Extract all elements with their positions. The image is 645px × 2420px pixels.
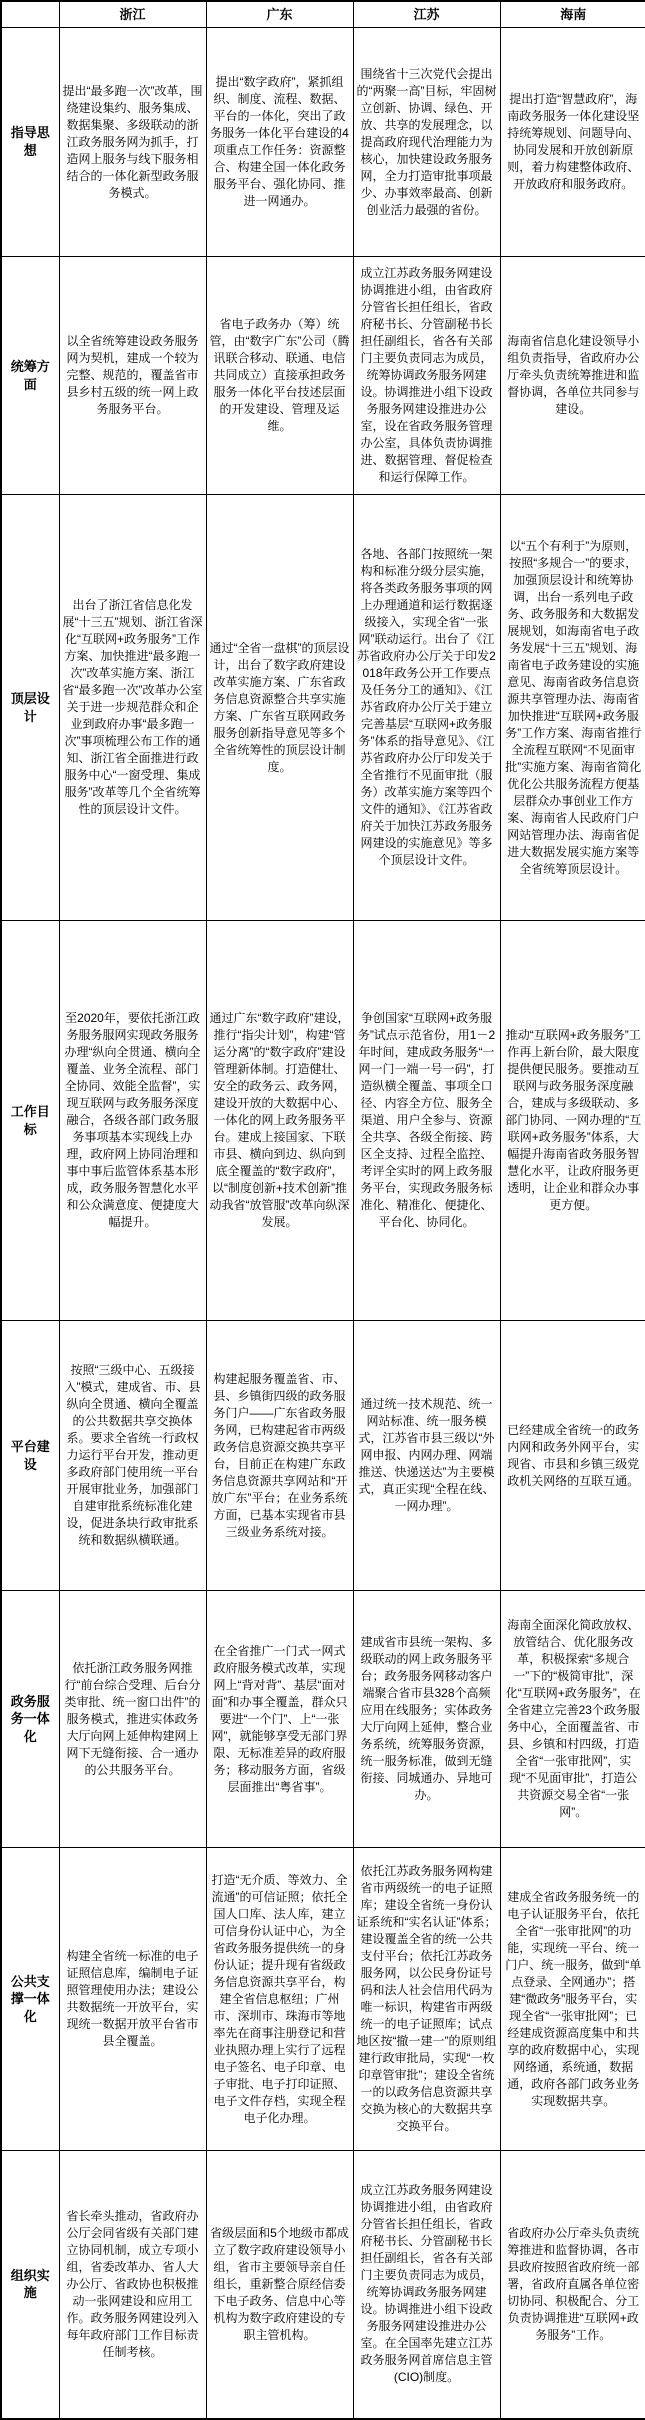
row-label: 顶层设计 xyxy=(1,495,59,921)
cell-jiangsu: 争创国家“互联网+政务服务”试点示范省份，用1－2年时间，建成政务服务“一网一门一端一号一码”，打造纵横全覆盖、事项全口径、内容全方位、服务全渠道、用户全参与、资源全共享、各级全衔接、跨区全支持、过程全监控、考评全实时的网上政务服务平台，实现政务服务标准化、精准化、便捷化、平台化、协同化。 xyxy=(353,921,500,1321)
cell-zhejiang: 以全省统筹建设政务服务网为契机，建成一个较为完整、规范的，覆盖省市县乡村五级的统一网上政务服务平台。 xyxy=(59,257,206,495)
cell-jiangsu: 各地、各部门按照统一架构和标准分级分层实施，将各类政务服务事项的网上办理通道和运行数据逐级接入，实现全省“一张网”联动运行。出台了《江苏省政府办公厅关于印发2018年政务公开工作要点及任务分工的通知》、《江苏省政府办公厅关于建立完善基层“互联网+政务服务”体系的指导意见》、《江苏省政府办公厅印发关于全省推行不见面审批（服务）改革实施方案等四个文件的通知》、《江苏省政府关于加快江苏政务服务网建设的实施意见》等多个顶层设计文件。 xyxy=(353,495,500,921)
cell-guangdong: 通过广东“数字政府”建设，推行“指尖计划”，构建“管运分离”的“数字政府”建设管理新体制。打造健壮、安全的政务云、政务网，建设开放的大数据中心、一体化的网上政务服务平台。建成上接国家、下联市县、横向到边、纵向到底全覆盖的“数字政府”，以“制度创新+技术创新”推动我省“放管服”改革向纵深发展。 xyxy=(206,921,353,1321)
table-row-platform-construction xyxy=(1,1321,645,1591)
table-row-top-level-design xyxy=(1,495,645,921)
cell-zhejiang: 依托浙江政务服务网推行“前台综合受理、后台分类审批、统一窗口出件”的服务模式，推进实体政务大厅向网上延伸构建网上网下无缝衔接、合一通办的公共服务平台。 xyxy=(59,1591,206,1848)
cell-guangdong: 省级层面和5个地级市都成立了数字政府建设领导小组，省市主要领导亲自任组长，重新整合原经信委下电子政务、信息中心等机构为数字政府建设的专职主管机构。 xyxy=(206,2151,353,2419)
cell-zhejiang: 至2020年，要依托浙江政务服务服网实现政务服务办理“纵向全贯通、横向全覆盖、业务全流程、部门全协同、效能全监督”，实现互联网与政务服务深度融合，各级各部门政务服务事项基本实现线上办理，政府网上协同治理和事中事后监管体系基本形成，政务服务智慧化水平和公众满意度、便捷度大幅提升。 xyxy=(59,921,206,1321)
cell-zhejiang: 按照“三级中心、五级接入”模式，建成省、市、县纵向全贯通、横向全覆盖的公共数据共享交换体系。要求全省统一行政权力运行平台开发，推动更多政府部门使用统一平台开展审批业务，加强部门自建审批系统标准化建设，促进条块行政审批系统和数据纵横联通。 xyxy=(59,1321,206,1591)
table-row-support-integration xyxy=(1,1848,645,2151)
cell-jiangsu: 通过统一技术规范、统一网站标准、统一服务模式，江苏省市县三级以“外网申报、内网办理、网端推送、快递送达”为主要模式，真正实现“全程在线、一网办理”。 xyxy=(353,1321,500,1591)
table-row-organization-implementation xyxy=(1,2151,645,2419)
column-header-hainan: 海南 xyxy=(500,1,645,28)
cell-jiangsu: 围绕省十三次党代会提出的“两聚一高”目标，牢固树立创新、协调、绿色、开放、共享的发展理念，以提高政府现代治理能力为核心，加快建设政务服务网，全力打造审批事项最少、办事效率最高、创新创业活力最强的省份。 xyxy=(353,28,500,257)
table-row-coordination xyxy=(1,257,645,495)
cell-guangdong: 省电子政务办（筹）统管，由“数字广东”公司（腾讯联合移动、联通、电信共同成立）直接承担政务服务一体化平台技述层面的开发建设、管理及运维。 xyxy=(206,257,353,495)
table-row-guiding-ideology xyxy=(1,28,645,257)
cell-zhejiang: 提出“最多跑一次”改革，围绕建设集约、服务集成、数据集聚、多级联动的浙江政务服务网为抓手，打造网上服务与线下服务相结合的一体化新型政务服务模式。 xyxy=(59,28,206,257)
corner-cell xyxy=(1,1,59,28)
cell-jiangsu: 成立江苏政务服务网建设协调推进小组，由省政府分管省长担任组长，省政府秘书长、分管副秘书长担任副组长，省各有关部门主要负责同志为成员，统筹协调政务服务网建设。协调推进小组下设政务服务网建设推进办公室，设在省政务服务管理办公室，具体负责协调推进、数据管理、督促检查和运行保障工作。 xyxy=(353,257,500,495)
cell-hainan: 以“五个有利于”为原则，按照“多规合一”的要求，加强顶层设计和统筹协调，出台一系列电子政务、政务服务和大数据发展规划，如海南省电子政务发展“十三五”规划、海南省电子政务建设的实施意见、海南省政务信息资源共享管理办法、海南省加快推进“互联网+政务服务”工作方案、海南省推行全流程互联网“不见面审批”实施方案、海南省简化优化公共服务流程方便基层群众办事创业工作方案、海南省人民政府门户网站管理办法、海南省促进大数据发展实施方案等全省统筹顶层设计。 xyxy=(500,495,645,921)
cell-jiangsu: 成立江苏政务服务网建设协调推进小组，由省政府分管省长担任组长，省政府秘书长、分管副秘书长担任副组长，省各有关部门主要负责同志为成员，统筹协调政务服务网建设。协调推进小组下设政务服务网建设推进办公室。在全国率先建立江苏政务服务网首席信息主管(CIO)制度。 xyxy=(353,2151,500,2419)
row-label: 公共支撑一体化 xyxy=(1,1848,59,2151)
cell-guangdong: 打造“无介质、等效力、全流通”的可信证照；依托全国人口库、法人库，建立可信身份认证中心，为全省政务服务提供统一的身份认证；提升现有省级政务信息资源共享平台，构建全省信息枢纽；广州市、深圳市、珠海市等地率先在商事注册登记和营业执照办理上实行了远程电子签名、电子印章、电子审批、电子打印证照、电子文件存档，实现全程电子化办理。 xyxy=(206,1848,353,2151)
row-label: 政务服务一体化 xyxy=(1,1591,59,1848)
cell-hainan: 提出打造“智慧政府”，海南政务服务一体化建设坚持统筹规划、问题导向、协同发展和开放创新原则，着力构建整体政府、开放政府和服务政府。 xyxy=(500,28,645,257)
cell-hainan: 省政府办公厅牵头负责统筹推进和监督协调，各市县政府按照省政府统一部署，省政府直属各单位密切协同、积极配合、分工负责协调推进“互联网+政务服务”工作。 xyxy=(500,2151,645,2419)
cell-hainan: 建成全省政务服务统一的电子认证服务平台，依托全省“一张审批网”的功能，实现统一平台、统一门户、统一服务，做到“单点登录、全网通办”；搭建“微政务”服务平台，实现全省“一张审批网”；已经建成资源高度集中和共享的政府数据中心，实现网络通，系统通，数据通，政府各部门政务业务实现数据共享。 xyxy=(500,1848,645,2151)
cell-guangdong: 在全省推广一门式一网式政府服务模式改革，实现网上“背对背”、基层“面对面”和办事全覆盖，群众只要进“一个门”、上“一张网”，就能够享受无部门界限、无标准差异的政府服务；移动服务方面，省级层面推出“粤省事”。 xyxy=(206,1591,353,1848)
column-header-guangdong: 广东 xyxy=(206,1,353,28)
column-header-zhejiang: 浙江 xyxy=(59,1,206,28)
cell-zhejiang: 出台了浙江省信息化发展“十三五”规划、浙江省深化“互联网+政务服务”工作方案、加快推进“最多跑一次”改革实施方案、浙江省“最多跑一次”改革办公室关于进一步规范群众和企业到政府办事“最多跑一次”事项梳理公布工作的通知、浙江省全面推进行政服务中心“一窗受理、集成服务”改革等几个全省统筹性的顶层设计文件。 xyxy=(59,495,206,921)
row-label: 工作目标 xyxy=(1,921,59,1321)
header-row xyxy=(1,1,645,28)
cell-jiangsu: 建成省市县统一架构、多级联动的网上政务服务平台；政务服务网移动客户端聚合省市县328个高频应用在线服务；实体政务大厅向网上延伸，整合业务系统，统筹服务资源，统一服务标准，做到无缝衔接、同城通办、异地可办。 xyxy=(353,1591,500,1848)
cell-hainan: 推动“互联网+政务服务”工作再上新台阶，最大限度提供便民服务。要推动互联网与政务服务深度融合，建成与多级联动、多部门协同、一网办理的“互联网+政务服务”体系，大幅提升海南省政务服务智慧化水平，让政府服务更透明，让企业和群众办事更方便。 xyxy=(500,921,645,1321)
row-label: 统筹方面 xyxy=(1,257,59,495)
cell-guangdong: 构建起服务覆盖省、市、县、乡镇街四级的政务服务门户——广东省政务服务网，已构建起省市两级政务信息资源交换共享平台，目前正在构建广东政务信息资源共享网站和“开放广东”平台；在业务系统方面，已基本实现省市县三级业务系统对接。 xyxy=(206,1321,353,1591)
cell-zhejiang: 省长牵头推动，省政府办公厅会同省级有关部门建立协同机制，成立专项小组，省委改革办、省人大办公厅、省政协也积极推动一张网建设和应用工作。政务服务网建设列入每年政府部门工作目标责任制考核。 xyxy=(59,2151,206,2419)
table-row-service-integration xyxy=(1,1591,645,1848)
cell-guangdong: 提出“数字政府”，紧抓组织、制度、流程、数据、平台的一体化，突出了政务服务一体化平台建设的4项重点工作任务：资源整合、构建全国一体化政务服务平台、强化协同、推进一网通办。 xyxy=(206,28,353,257)
cell-guangdong: 通过“全省一盘棋”的顶层设计，出台了数字政府建设改革实施方案、广东省政务信息资源整合共享实施方案、广东省互联网政务服务创新指导意见等多个全省统筹性的顶层设计制度。 xyxy=(206,495,353,921)
cell-hainan: 已经建成全省统一的政务内网和政务外网平台，实现省、市县和乡镇三级党政机关网络的互联互通。 xyxy=(500,1321,645,1591)
row-label: 平台建设 xyxy=(1,1321,59,1591)
cell-hainan: 海南全面深化简政放权、放管结合、优化服务改革，积极探索“多规合一”下的“极简审批”，深化“互联网+政务服务”，在全省建立完善23个政务服务中心，全面覆盖省、市县、乡镇和村四级，打造全省“一张审批网”，实现“不见面审批”，打造公共资源交易全省“一张网”。 xyxy=(500,1591,645,1848)
table-row-work-goals xyxy=(1,921,645,1321)
column-header-jiangsu: 江苏 xyxy=(353,1,500,28)
cell-jiangsu: 依托江苏政务服务网构建省市两级统一的电子证照库；建设全省统一身份认证系统和“实名认证”体系；建设覆盖全省的统一公共支付平台；依托江苏政务服务网，以公民身份证号码和法人社会信用代码为唯一标识，构建省市两级统一的电子证照库；试点地区按“撤一建一”的原则组建行政审批局，实现“一枚印章管审批”；建设全省统一的以政务信息资源共享交换为核心的大数据共享交换平台。 xyxy=(353,1848,500,2151)
row-label: 组织实施 xyxy=(1,2151,59,2419)
cell-zhejiang: 构建全省统一标准的电子证照信息库，编制电子证照管理使用办法；建设公共数据统一开放平台，实现统一数据开放平台省市县全覆盖。 xyxy=(59,1848,206,2151)
cell-hainan: 海南省信息化建设领导小组负责指导，省政府办公厅牵头负责统筹推进和监督协调，各单位共同参与建设。 xyxy=(500,257,645,495)
row-label: 指导思想 xyxy=(1,28,59,257)
